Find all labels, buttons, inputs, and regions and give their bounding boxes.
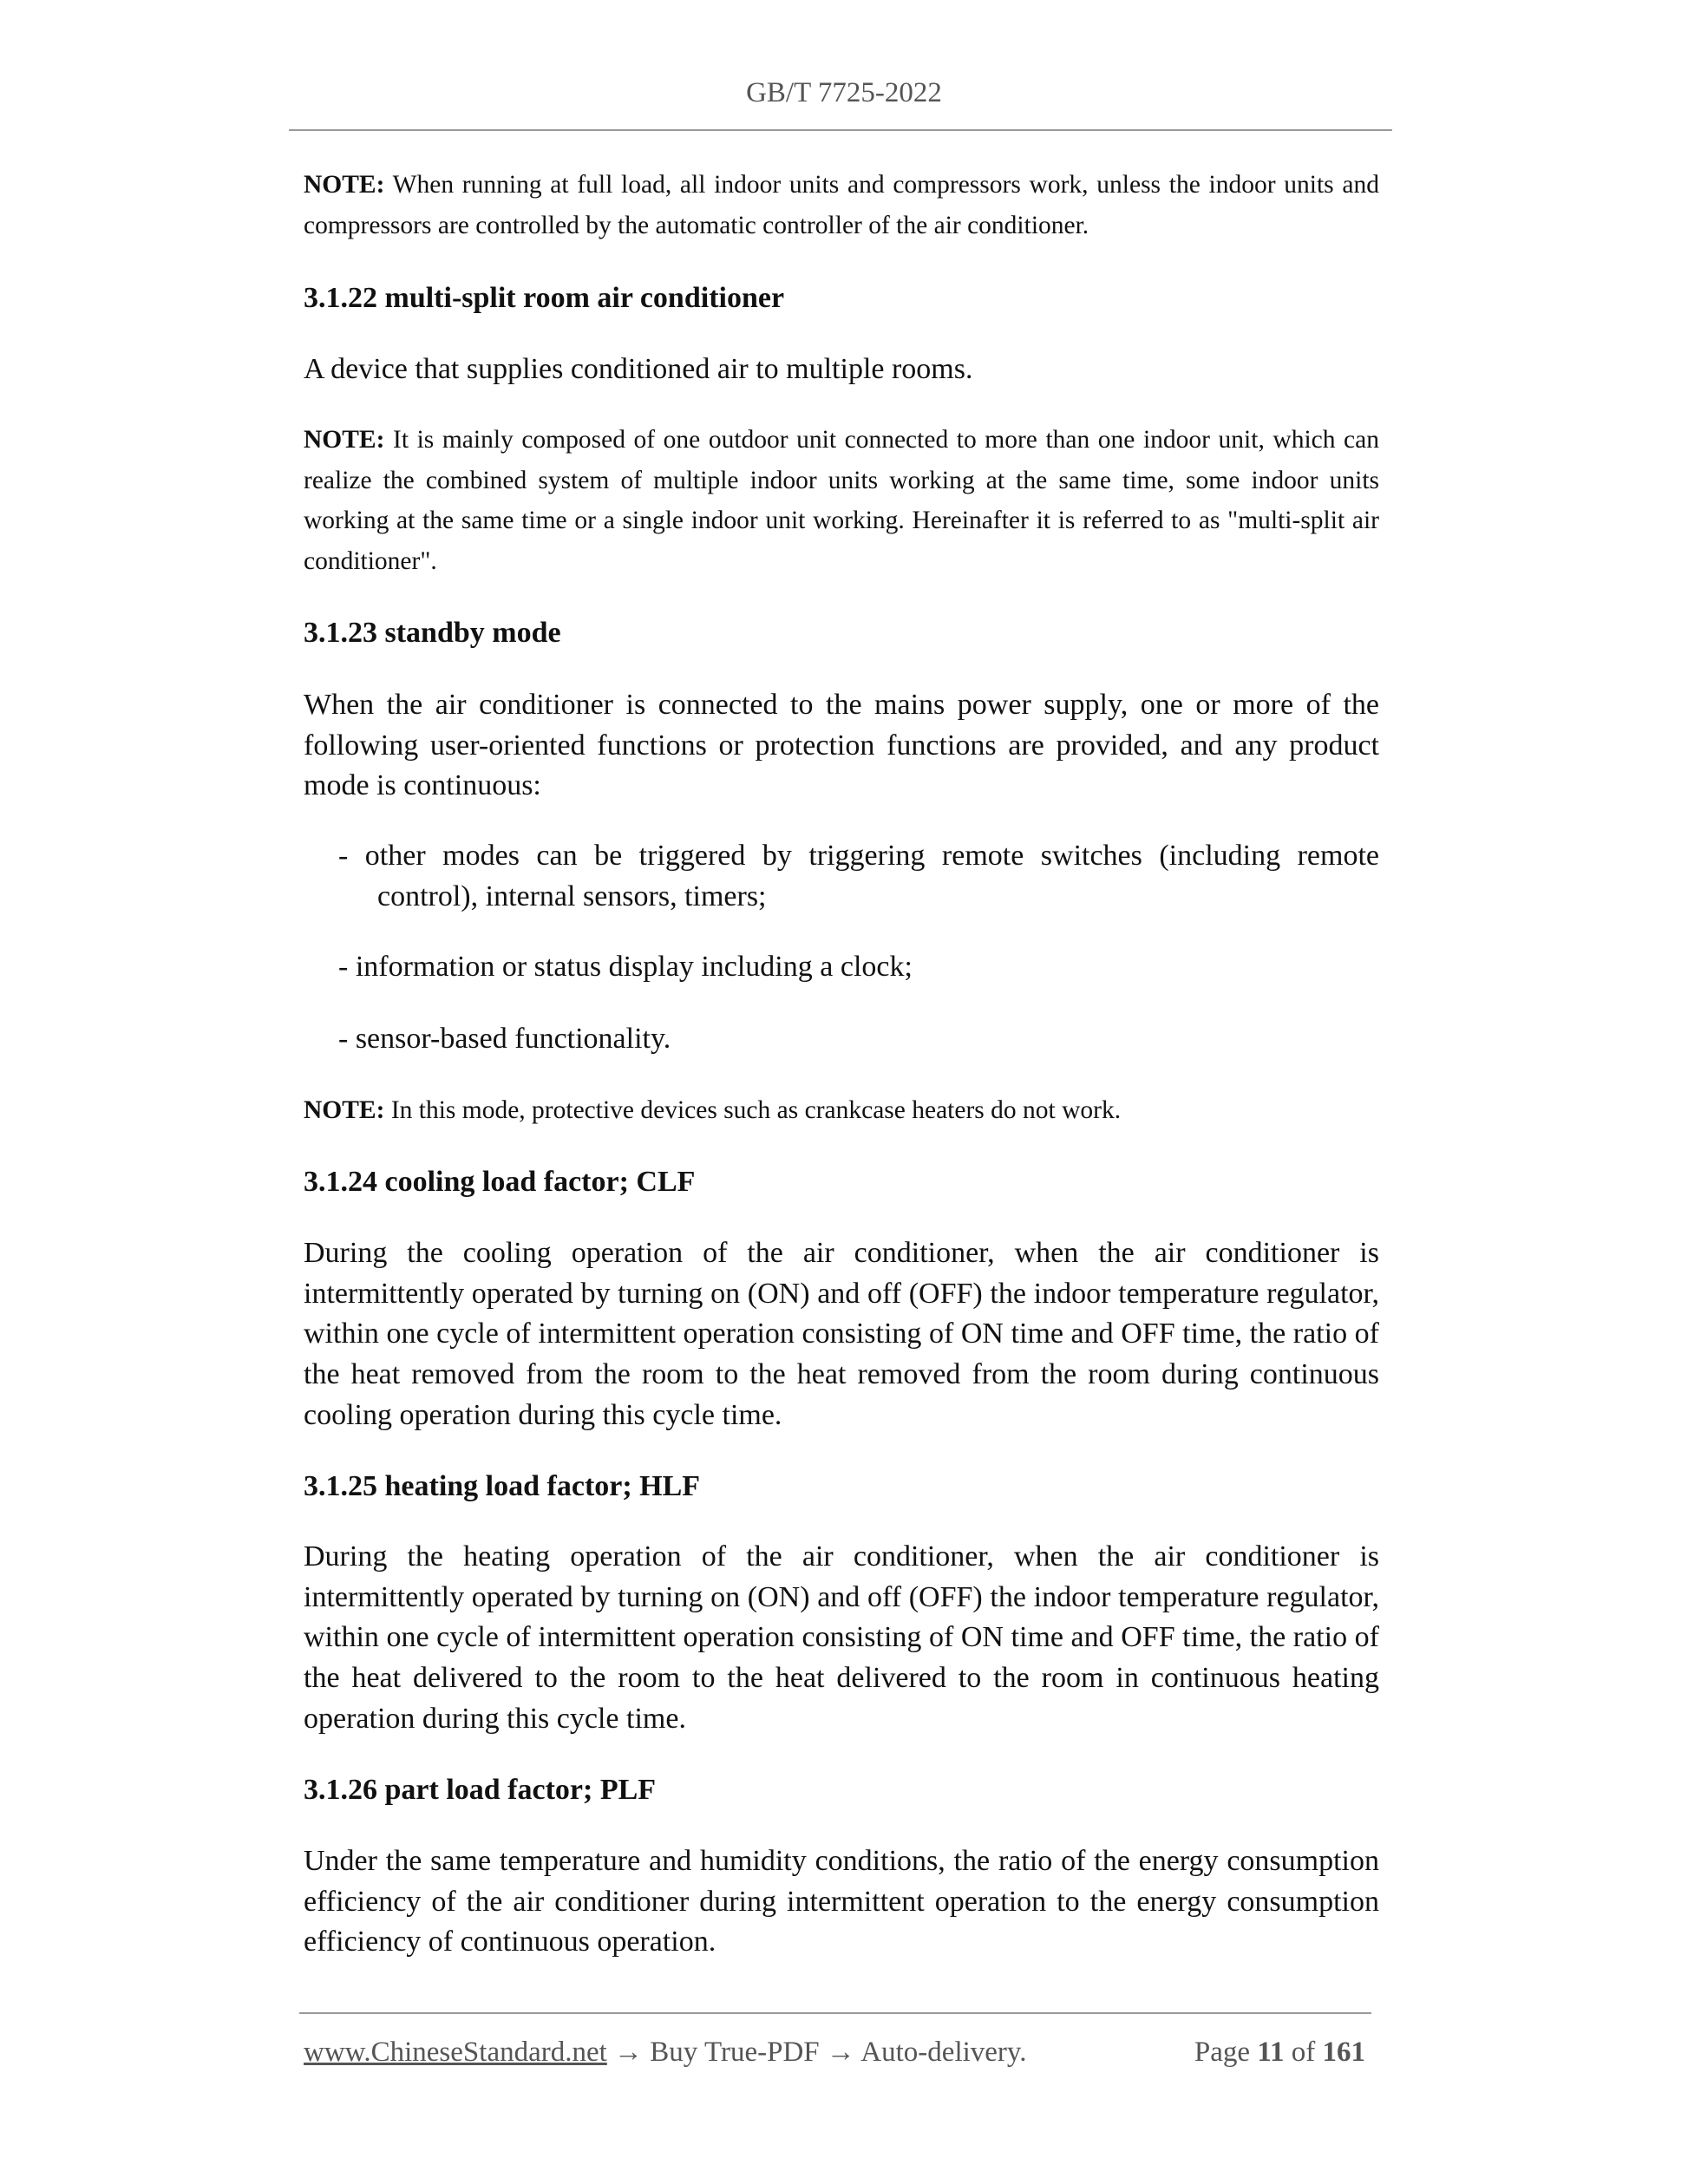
footer-buy-text: → Buy True-PDF	[606, 2037, 827, 2068]
definition-3-1-24: During the cooling operation of the air conditioner, when the air conditioner is intermittently operated by turning on (ON) and off (OFF) the indoor temperature regulator, within one cycle of intermittent operation consisting of ON time and OFF time, the ratio of the heat removed from the room to the heat removed from the room during continuous cooling operation during this cycle time.	[304, 1237, 1379, 1431]
header-divider	[289, 129, 1392, 131]
section-heading-3-1-23: 3.1.23 standby mode	[304, 617, 561, 649]
page-number: 11	[1257, 2037, 1285, 2068]
note-label: NOTE:	[304, 1096, 385, 1124]
page-of: of	[1284, 2037, 1323, 2068]
note-text: When running at full load, all indoor units and compressors work, unless the indoor units and compressors are controlled by the automatic controller of the air conditioner.	[304, 171, 1379, 239]
footer-delivery-text: → Auto-delivery.	[826, 2037, 1027, 2068]
page-label: Page	[1194, 2037, 1258, 2068]
note-3-1-23	[304, 1090, 1379, 1131]
note-label: NOTE:	[304, 171, 385, 199]
list-item: - information or status display including a clock;	[338, 951, 913, 983]
definition-3-1-23: When the air conditioner is connected to the mains power supply, one or more of the following user-oriented functions or protection functions are provided, and any product mode is continuous:	[304, 689, 1379, 802]
list-item: - sensor-based functionality.	[338, 1023, 671, 1055]
page-total: 161	[1322, 2037, 1365, 2068]
definition-3-1-22: A device that supplies conditioned air to multiple rooms.	[304, 353, 973, 385]
definition-3-1-25: During the heating operation of the air conditioner, when the air conditioner is intermittently operated by turning on (ON) and off (OFF) the indoor temperature regulator, within one cycle of intermittent operation consisting of ON time and OFF time, the ratio of the heat delivered to the room to the heat delivered to the room in continuous heating operation during this cycle time.	[304, 1540, 1379, 1735]
website-link[interactable]: www.ChineseStandard.net	[304, 2037, 607, 2068]
note-text: In this mode, protective devices such as crankcase heaters do not work.	[384, 1096, 1122, 1124]
note-text: It is mainly composed of one outdoor unit connected to more than one indoor unit, which can realize the combined system of multiple indoor units working at the same time, some indoor units working at the same time or a single indoor unit working. Hereinafter it is referred to as "multi-split air conditioner".	[304, 426, 1379, 576]
footer-promo	[304, 2033, 1027, 2071]
definition-3-1-26: Under the same temperature and humidity conditions, the ratio of the energy consumption efficiency of the air conditioner during intermittent operation to the energy consumption efficiency of continuous operation.	[304, 1845, 1379, 1958]
note-label: NOTE:	[304, 426, 385, 454]
section-heading-3-1-26: 3.1.26 part load factor; PLF	[304, 1774, 657, 1806]
section-heading-3-1-24: 3.1.24 cooling load factor; CLF	[304, 1166, 696, 1198]
footer-divider	[299, 2012, 1371, 2014]
section-heading-3-1-22: 3.1.22 multi-split room air conditioner	[304, 282, 785, 314]
page-indicator	[1194, 2033, 1365, 2071]
section-heading-3-1-25: 3.1.25 heating load factor; HLF	[304, 1470, 701, 1502]
note-full-load	[304, 165, 1379, 245]
document-header: GB/T 7725-2022	[746, 77, 942, 108]
note-3-1-22	[304, 420, 1379, 582]
list-item: - other modes can be triggered by triggering remote switches (including remote control), internal sensors, timers;	[338, 840, 1379, 912]
